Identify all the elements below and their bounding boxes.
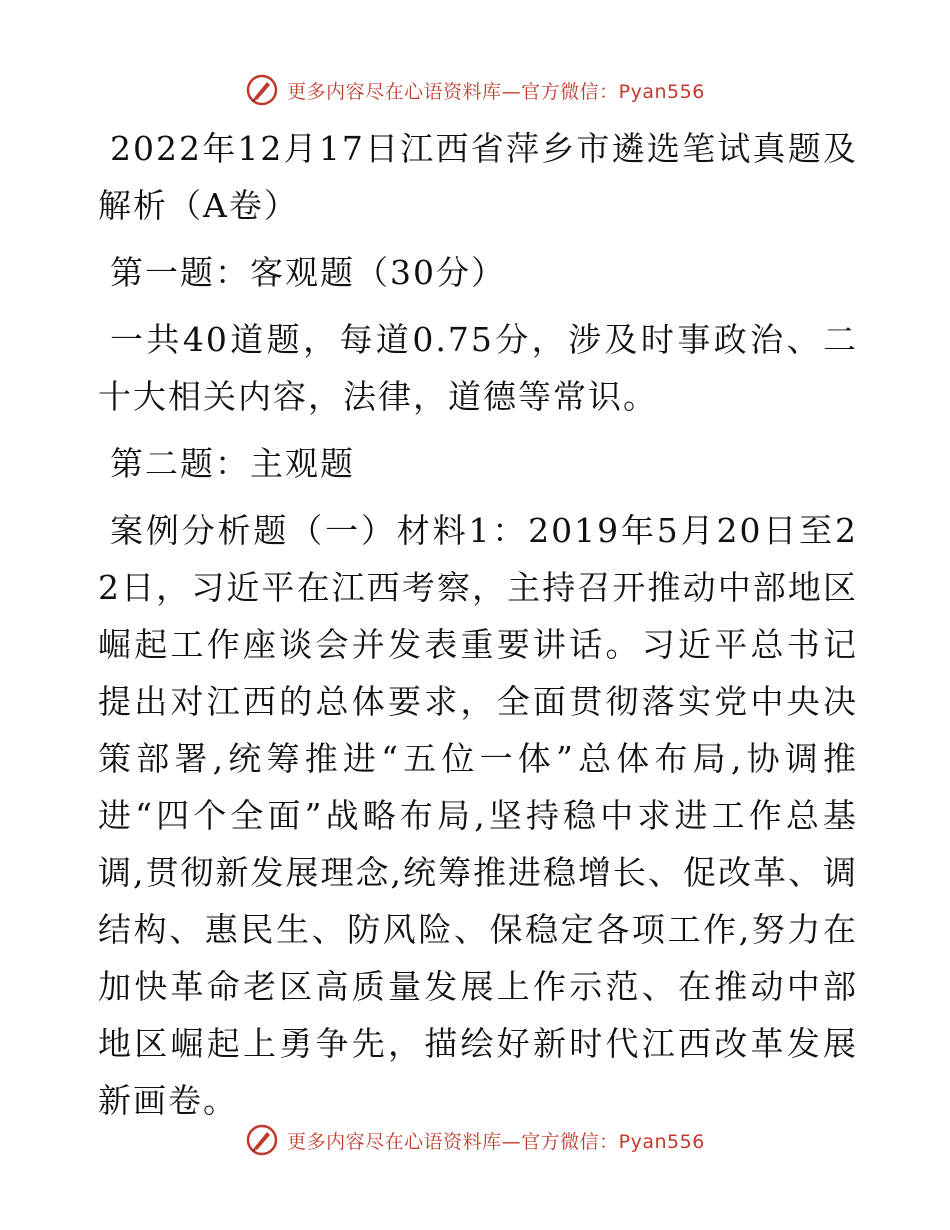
feather-pen-logo-icon [245, 1123, 279, 1157]
section1-heading: 第一题：客观题（30分） [110, 253, 506, 292]
feather-pen-logo-icon [245, 73, 279, 107]
document-title: 2022年12月17日江西省萍乡市遴选笔试真题及解析（A卷） [98, 129, 858, 225]
footer-watermark-banner [0, 1120, 950, 1160]
case-analysis-text: 案例分析题（一）材料1：2019年5月20日至22日，习近平在江西考察，主持召开推动中部地区崛起工作座谈会并发表重要讲话。习近平总书记提出对江西的总体要求，全面贯彻落实党中央决策部署,统筹推进“五位一体”总体布局,协调推进“四个全面”战略布局,坚持稳中求进工作总基调,贯彻新发展理念,统筹推进稳增长、促改革、调结构、惠民生、防风险、保稳定各项工作,努力在加快革命老区高质量发展上作示范、在推动中部地区崛起上勇争先，描绘好新时代江西改革发展新画卷。 [98, 511, 858, 1120]
banner-text: 更多内容尽在心语资料库—官方微信：Pyan556 [287, 80, 705, 103]
banner-text: 更多内容尽在心语资料库—官方微信：Pyan556 [287, 1130, 705, 1153]
document-body [98, 120, 858, 1129]
section2-heading: 第二题：主观题 [110, 444, 355, 483]
header-watermark-banner [0, 70, 950, 110]
section1-body: 一共40道题，每道0.75分，涉及时事政治、二十大相关内容，法律，道德等常识。 [98, 320, 858, 416]
